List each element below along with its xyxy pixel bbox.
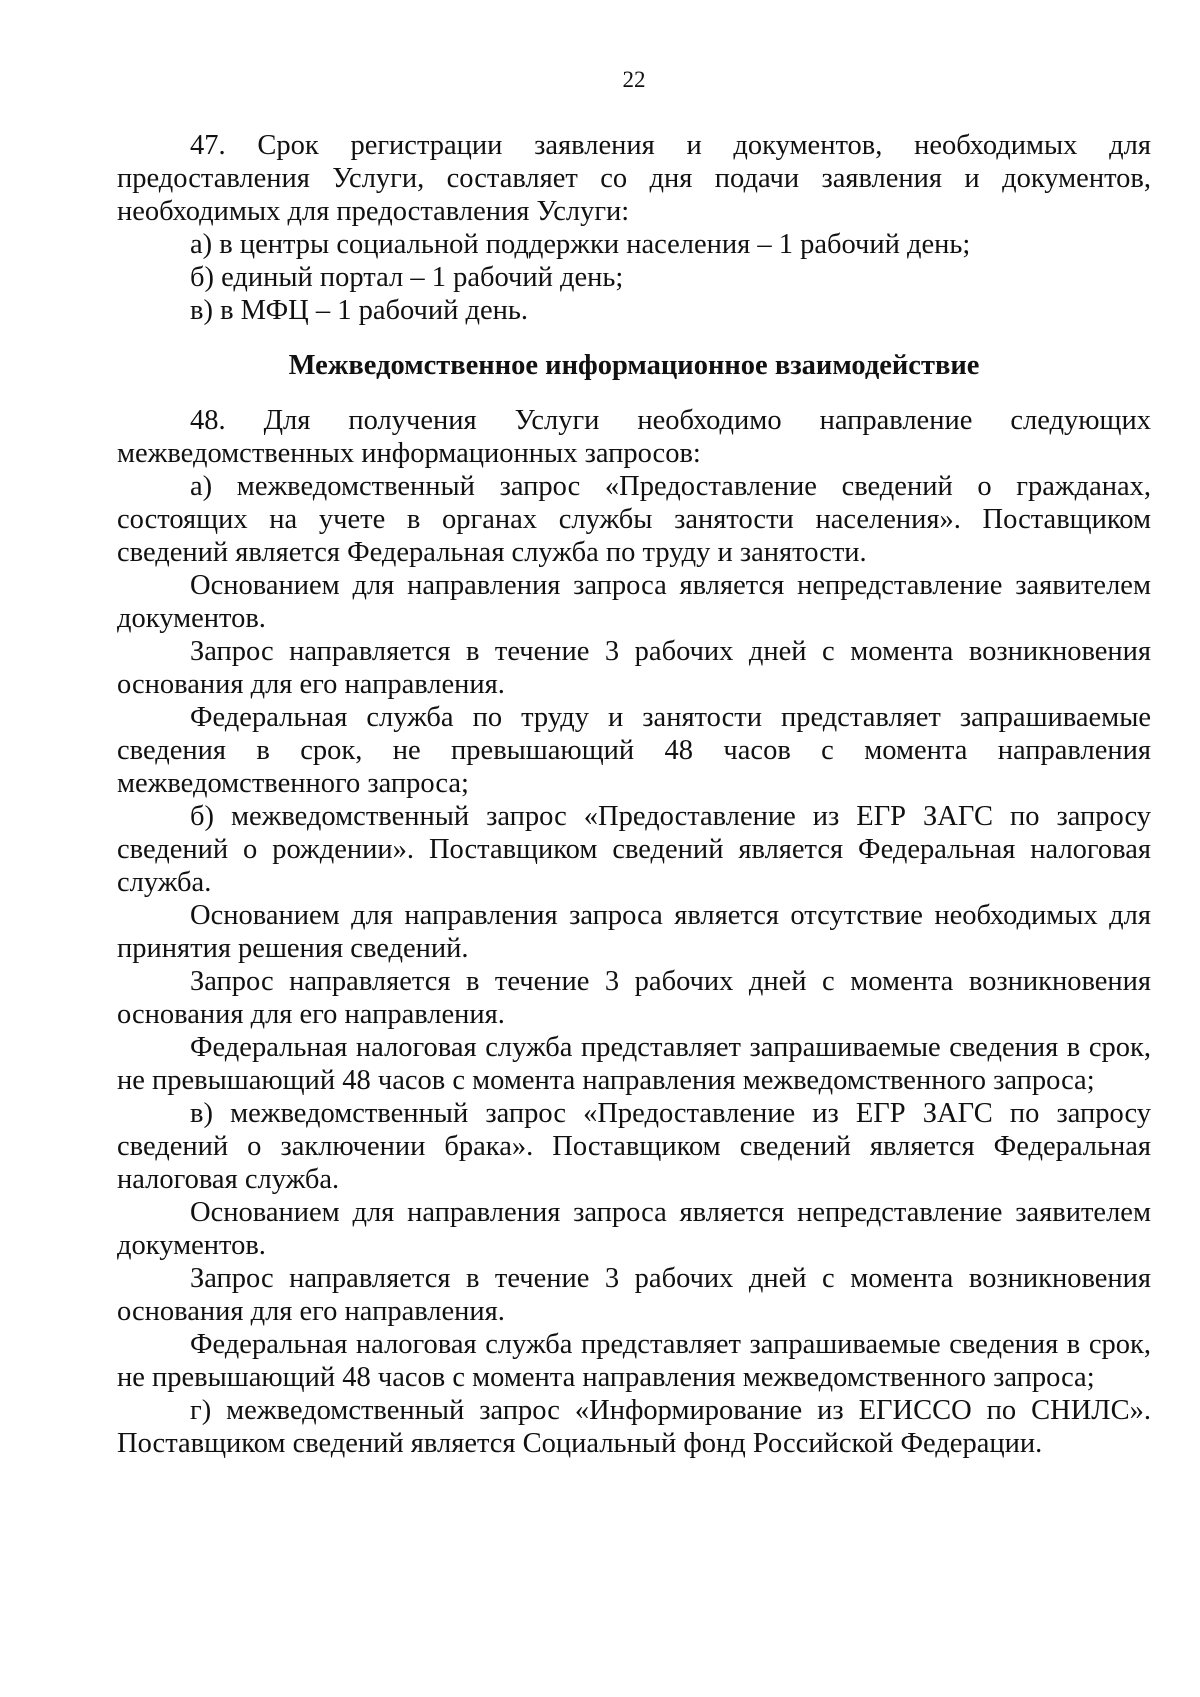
paragraph: Основанием для направления запроса является непредставление заявителем документов. [117,1197,1151,1261]
paragraph: в) межведомственный запрос «Предоставление из ЕГР ЗАГС по запросу сведений о заключении брака». Поставщиком сведений является Федеральная налоговая служба. [117,1098,1151,1195]
section-heading: Межведомственное информационное взаимодействие [288,350,980,381]
list-item: в) в МФЦ – 1 рабочий день. [190,295,528,326]
list-item: а) в центры социальной поддержки населения – 1 рабочий день; [190,229,971,260]
paragraph: Основанием для направления запроса является непредставление заявителем документов. [117,570,1151,634]
paragraph: Запрос направляется в течение 3 рабочих дней с момента возникновения основания для его направления. [117,636,1151,700]
paragraph-48-intro: 48. Для получения Услуги необходимо направление следующих межведомственных информационных запросов: [117,405,1151,469]
paragraph: Федеральная служба по труду и занятости представляет запрашиваемые сведения в срок, не превышающий 48 часов с момента направления межведомственного запроса; [117,702,1151,799]
paragraph: Основанием для направления запроса является отсутствие необходимых для принятия решения сведений. [117,900,1151,964]
paragraph: Федеральная налоговая служба представляет запрашиваемые сведения в срок, не превышающий 48 часов с момента направления межведомственного запроса; [117,1329,1151,1393]
paragraph: Запрос направляется в течение 3 рабочих дней с момента возникновения основания для его направления. [117,966,1151,1030]
page-number: 22 [622,67,646,92]
paragraph: б) межведомственный запрос «Предоставление из ЕГР ЗАГС по запросу сведений о рождении». Поставщиком сведений является Федеральная налоговая служба. [117,801,1151,898]
paragraph: Федеральная налоговая служба представляет запрашиваемые сведения в срок, не превышающий 48 часов с момента направления межведомственного запроса; [117,1032,1151,1096]
list-item: б) единый портал – 1 рабочий день; [190,262,624,293]
paragraph: г) межведомственный запрос «Информирование из ЕГИССО по СНИЛС». Поставщиком сведений является Социальный фонд Российской Федерации. [117,1395,1151,1459]
paragraph-47-intro: 47. Срок регистрации заявления и документов, необходимых для предоставления Услуги, составляет со дня подачи заявления и документов, необходимых для предоставления Услуги: [117,130,1151,227]
paragraph: Запрос направляется в течение 3 рабочих дней с момента возникновения основания для его направления. [117,1263,1151,1327]
paragraph: а) межведомственный запрос «Предоставление сведений о гражданах, состоящих на учете в органах службы занятости населения». Поставщиком сведений является Федеральная служба по труду и занятости. [117,471,1151,568]
document-body [117,129,1151,1460]
